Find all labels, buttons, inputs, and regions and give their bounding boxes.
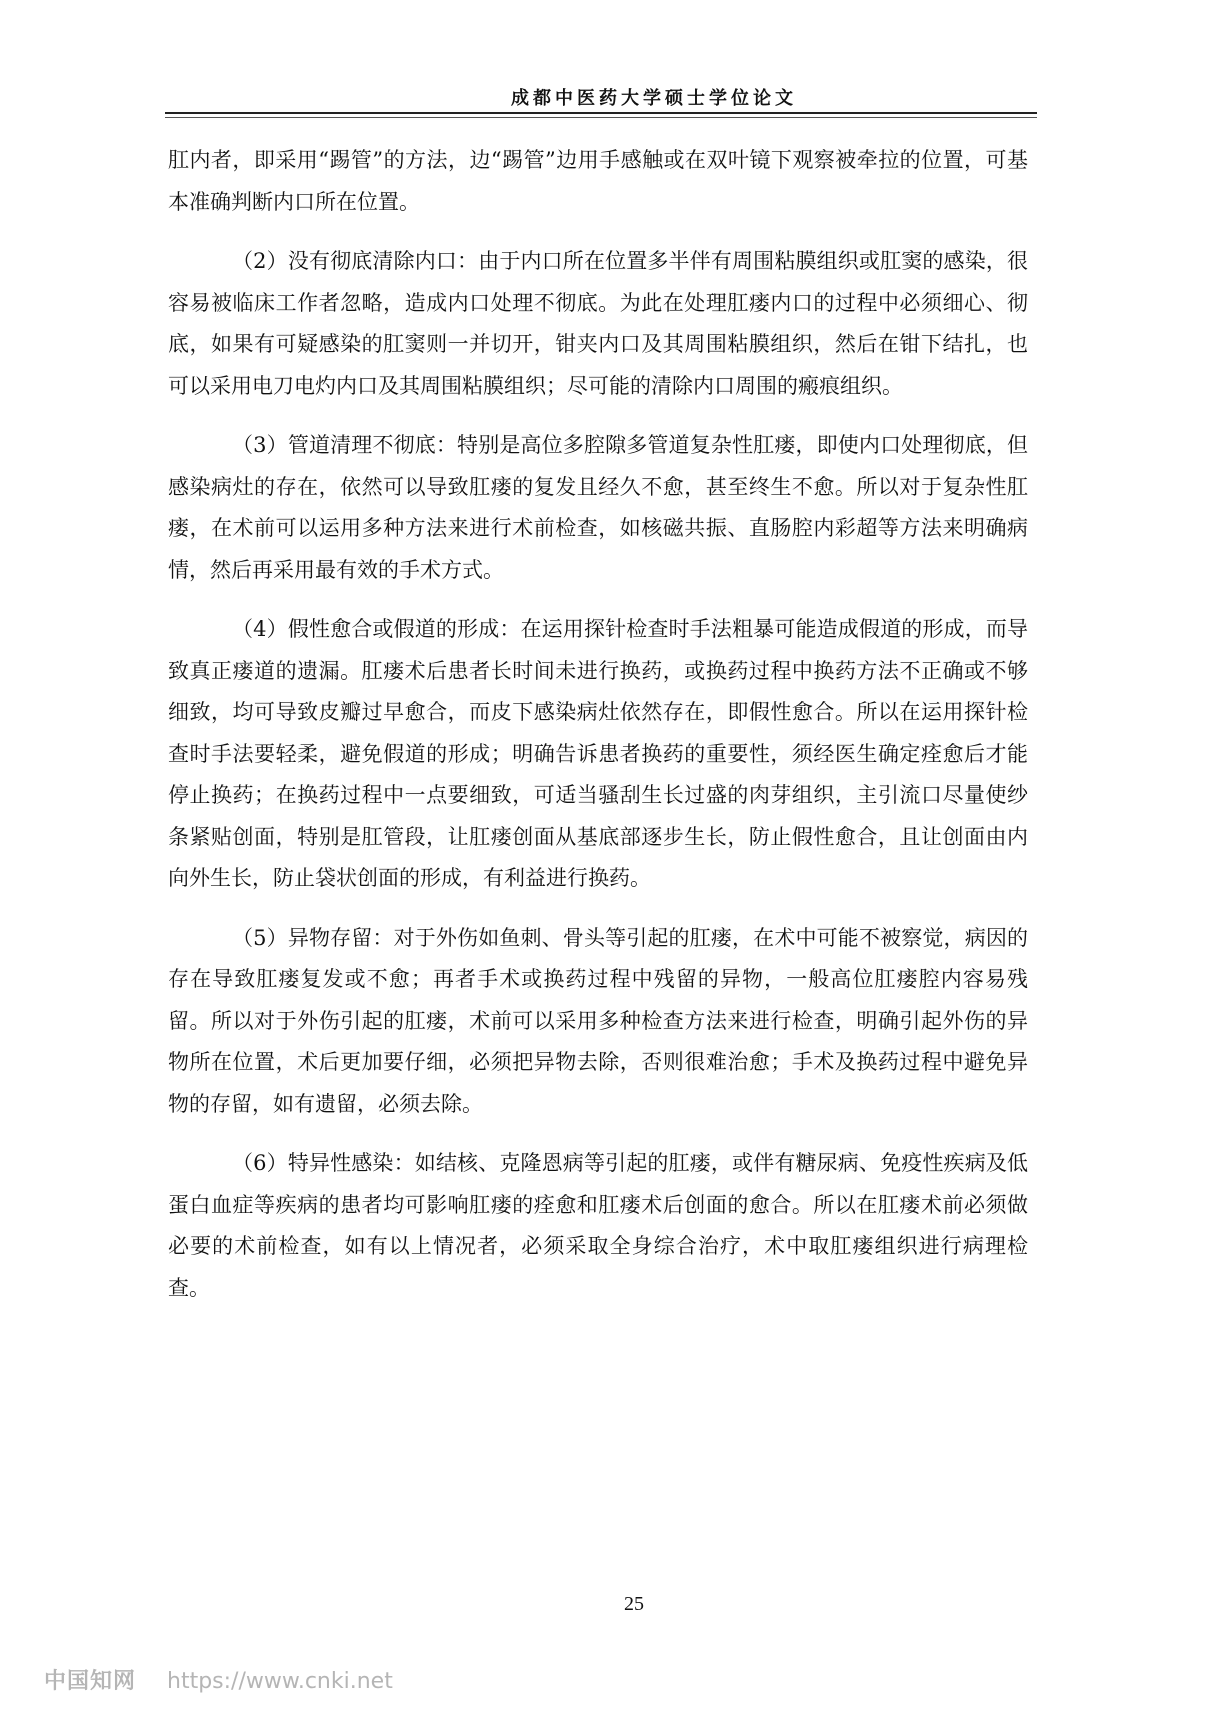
running-header-title: 成都中医药大学硕士学位论文 xyxy=(511,88,797,109)
paragraph-item-4: （4）假性愈合或假道的形成：在运用探针检查时手法粗暴可能造成假道的形成，而导致真正瘘道的遗漏。肛瘘术后患者长时间未进行换药，或换药过程中换药方法不正确或不够细致，均可导致皮瓣过早愈合，而皮下感染病灶依然存在，即假性愈合。所以在运用探针检查时手法要轻柔，避免假道的形成；明确告诉患者换药的重要性，须经医生确定痊愈后才能停止换药；在换药过程中一点要细致，可适当骚刮生长过盛的肉芽组织，主引流口尽量使纱条紧贴创面，特别是肛管段，让肛瘘创面从基底部逐步生长，防止假性愈合，且让创面由内向外生长，防止袋状创面的形成，有利益进行换药。 xyxy=(168,617,1028,890)
paragraph-item-5: （5）异物存留：对于外伤如鱼刺、骨头等引起的肛瘘，在术中可能不被察觉，病因的存在导致肛瘘复发或不愈；再者手术或换药过程中残留的异物，一般高位肛瘘腔内容易残留。所以对于外伤引起的肛瘘，术前可以采用多种检查方法来进行检查，明确引起外伤的异物所在位置，术后更加要仔细，必须把异物去除，否则很难治愈；手术及换药过程中避免异物的存留，如有遗留，必须去除。 xyxy=(168,925,1028,1116)
paragraph-item-3: （3）管道清理不彻底：特别是高位多腔隙多管道复杂性肛瘘，即使内口处理彻底，但感染病灶的存在，依然可以导致肛瘘的复发且经久不愈，甚至终生不愈。所以对于复杂性肛瘘，在术前可以运用多种方法来进行术前检查，如核磁共振、直肠腔内彩超等方法来明确病情，然后再采用最有效的手术方式。 xyxy=(168,433,1028,582)
watermark-brand: 中国知网 xyxy=(44,1669,137,1694)
header-rule-secondary xyxy=(165,117,1037,118)
paragraph-item-2: （2）没有彻底清除内口：由于内口所在位置多半伴有周围粘膜组织或肛窦的感染，很容易被临床工作者忽略，造成内口处理不彻底。为此在处理肛瘘内口的过程中必须细心、彻底，如果有可疑感染的肛窦则一并切开，钳夹内口及其周围粘膜组织，然后在钳下结扎，也可以采用电刀电灼内口及其周围粘膜组织；尽可能的清除内口周围的瘢痕组织。 xyxy=(168,249,1028,398)
paragraph-continuation: 肛内者，即采用“踢管”的方法，边“踢管”边用手感触或在双叶镜下观察被牵拉的位置，可基本准确判断内口所在位置。 xyxy=(168,148,1028,214)
paragraph-item-6: （6）特异性感染：如结核、克隆恩病等引起的肛瘘，或伴有糖尿病、免疫性疾病及低蛋白血症等疾病的患者均可影响肛瘘的痊愈和肛瘘术后创面的愈合。所以在肛瘘术前必须做必要的术前检查，如有以上情况者，必须采取全身综合治疗，术中取肛瘘组织进行病理检查。 xyxy=(168,1151,1028,1300)
page-number: 25 xyxy=(624,1593,644,1615)
header-rule xyxy=(165,112,1037,114)
cnki-watermark xyxy=(44,1664,393,1695)
watermark-url: https://www.cnki.net xyxy=(167,1669,393,1694)
body-text xyxy=(168,140,1028,1327)
